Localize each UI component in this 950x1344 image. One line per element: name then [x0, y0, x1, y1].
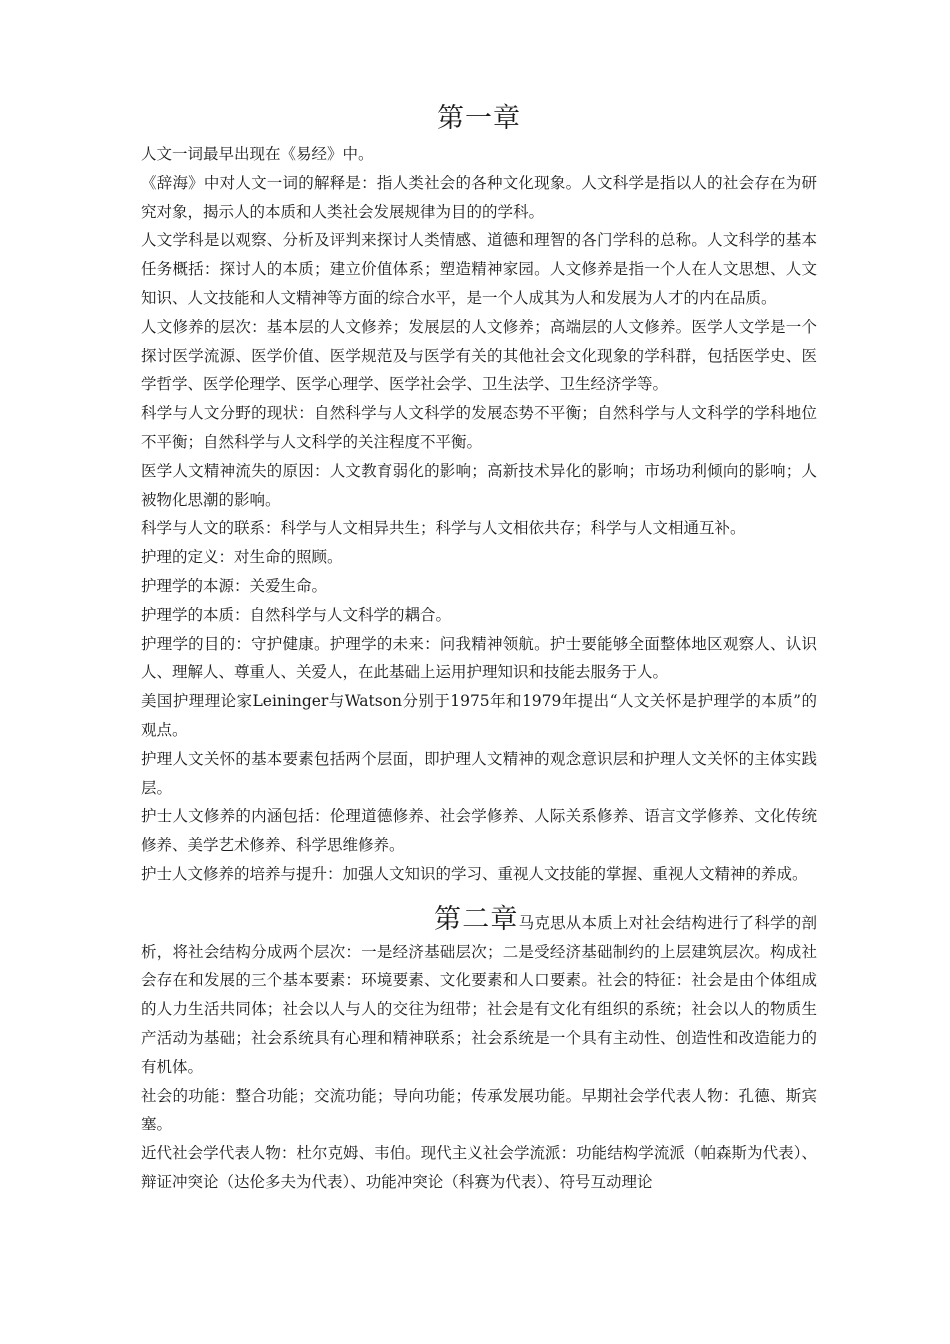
chapter-2-intro-text: 马克思从本质上对社会结构进行了科学的剖析，将社会结构分成两个层次：一是经济基础层次；二是受经济基础制约的上层建筑层次。构成社会存在和发展的三个基本要素：环境要素、文化要素和人口要素。社会的特征：社会是由个体组成的人力生活共同体；社会以人与人的交往为纽带；社会是有文化有组织的系统；社会以人的物质生产活动为基础；社会系统具有心理和精神联系；社会系统是一个具有主动性、创造性和改造能力的有机体。 [141, 913, 817, 1076]
chapter-1-paragraph: 美国护理理论家Leininger与Watson分别于1975年和1979年提出“人文关怀是护理学的本质”的观点。 [141, 692, 817, 739]
chapter-2-title: 第二章 [434, 903, 519, 935]
chapter-2-paragraph: 社会的功能：整合功能；交流功能；导向功能；传承发展功能。早期社会学代表人物：孔德、斯宾塞。 [141, 1086, 817, 1134]
chapter-1-paragraph: 医学人文精神流失的原因：人文教育弱化的影响；高新技术异化的影响；市场功利倾向的影响；人被物化思潮的影响。 [141, 461, 817, 509]
chapter-1-paragraph: 科学与人文的联系：科学与人文相异共生；科学与人文相依共存；科学与人文相通互补。 [141, 519, 746, 538]
chapter-2-paragraph: 近代社会学代表人物：杜尔克姆、韦伯。现代主义社会学流派：功能结构学流派（帕森斯为代表）、辩证冲突论（达伦多夫为代表）、功能冲突论（科赛为代表）、符号互动理论 [141, 1144, 817, 1191]
chapter-1-paragraph: 护理学的本质：自然科学与人文科学的耦合。 [141, 605, 452, 624]
chapter-2-first-paragraph [141, 903, 817, 1082]
document-content [141, 100, 817, 1197]
chapter-1-title: 第一章 [437, 103, 521, 134]
chapter-1-paragraph: 护士人文修养的内涵包括：伦理道德修养、社会学修养、人际关系修养、语言文学修养、文化传统修养、美学艺术修养、科学思维修养。 [141, 807, 817, 855]
chapter-1-paragraph: 《辞海》中对人文一词的解释是：指人类社会的各种文化现象。人文科学是指以人的社会存在为研究对象，揭示人的本质和人类社会发展规律为目的的学科。 [141, 173, 817, 221]
chapter-1-paragraph: 护士人文修养的培养与提升：加强人文知识的学习、重视人文技能的掌握、重视人文精神的养成。 [141, 864, 808, 883]
chapter-1-paragraph: 科学与人文分野的现状：自然科学与人文科学的发展态势不平衡；自然科学与人文科学的学科地位不平衡；自然科学与人文科学的关注程度不平衡。 [141, 404, 817, 451]
chapter-1-paragraph: 人文学科是以观察、分析及评判来探讨人类情感、道德和理智的各门学科的总称。人文科学的基本任务概括：探讨人的本质；建立价值体系；塑造精神家园。人文修养是指一个人在人文思想、人文知识、人文技能和人文精神等方面的综合水平，是一个人成其为人和发展为人才的内在品质。 [141, 231, 817, 307]
chapter-1-paragraph: 护理人文关怀的基本要素包括两个层面，即护理人文精神的观念意识层和护理人文关怀的主体实践层。 [141, 749, 817, 797]
chapter-1-paragraph: 人文一词最早出现在《易经》中。 [141, 145, 374, 163]
chapter-1-paragraph: 护理学的目的：守护健康。护理学的未来：问我精神领航。护士要能够全面整体地区观察人、认识人、理解人、尊重人、关爱人，在此基础上运用护理知识和技能去服务于人。 [141, 634, 817, 682]
chapter-2-section [141, 903, 817, 1197]
chapter-1-paragraph: 护理的定义：对生命的照顾。 [141, 548, 343, 567]
chapter-1-paragraph: 人文修养的层次：基本层的人文修养；发展层的人文修养；高端层的人文修养。医学人文学是一个探讨医学流源、医学价值、医学规范及与医学有关的其他社会文化现象的学科群，包括医学史、医学哲学、医学伦理学、医学心理学、医学社会学、卫生法学、卫生经济学等。 [141, 317, 817, 394]
chapter-1-paragraph: 护理学的本源：关爱生命。 [141, 576, 328, 595]
